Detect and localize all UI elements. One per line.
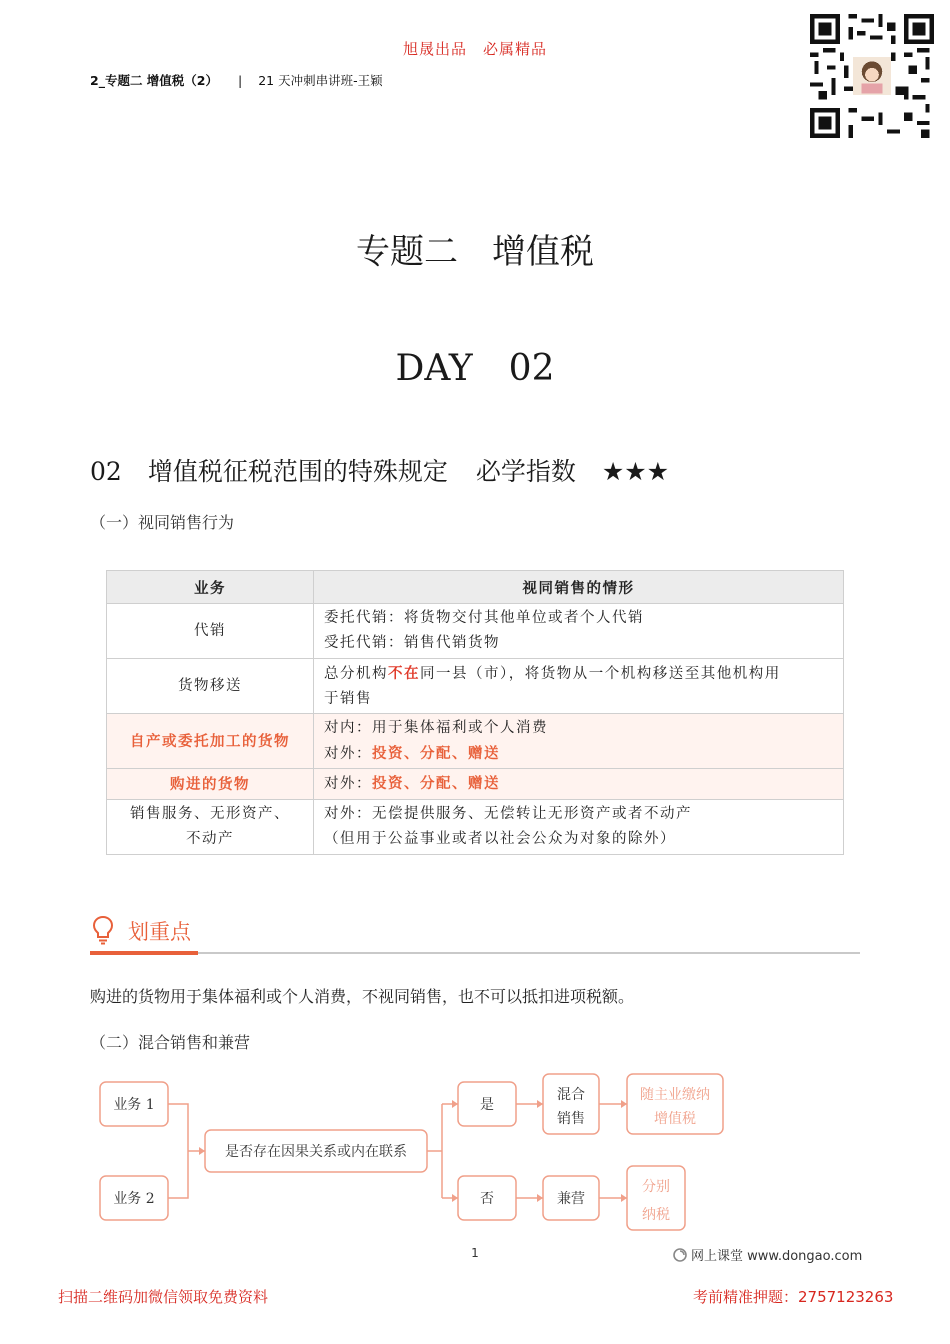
table-cell-business: 自产或委托加工的货物 [107,714,314,769]
site-mark [673,1245,862,1264]
table-cell-situation [314,659,844,714]
table-cell-line: 对内：用于集体福利或个人消费 [324,719,548,736]
qr-code-icon [808,14,936,138]
table-cell-line [324,741,833,767]
table-cell-line: 委托代销：将货物交付其他单位或者个人代销 [324,610,644,626]
day-title: DAY 02 [395,348,555,389]
table-text: 对外： [324,776,372,792]
section-title: 增值税征税范围的特殊规定 [147,457,448,486]
flow-label-question: 是否存在因果关系或内在联系 [225,1144,407,1160]
highlight-divider-accent [90,951,198,955]
table-cell-line: 销售服务、无形资产、 [130,806,290,822]
table-cell-situation [314,604,844,659]
table-row [107,769,844,800]
table-cell-business [107,800,314,855]
main-title: 专题二 增值税 [356,232,594,272]
table-cell-business: 购进的货物 [107,769,314,800]
table-cell-situation [314,714,844,769]
table-cell-situation [314,800,844,855]
highlight-divider [90,952,860,954]
flow-label-biz1: 业务 1 [113,1097,155,1113]
flow-label-mixed-l1: 混合 [557,1087,585,1103]
dongao-logo-icon [673,1248,687,1262]
section-heading [90,452,669,488]
section-number: 02 [90,457,122,486]
page-header [90,71,383,89]
table-emphasis: 投资、分配、赠送 [372,775,500,792]
subsection-mixed-sales: （二）混合销售和兼营 [90,1033,251,1052]
table-row [107,604,844,659]
flow-label-main-tax-l2: 增值税 [654,1111,696,1127]
table-row [107,800,844,855]
flow-label-separate-l2: 纳税 [642,1207,670,1223]
header-separator: | [238,73,243,88]
top-banner: 旭晟出品 必属精品 [402,40,547,58]
table-text: 对外： [324,745,372,762]
section-index-label: 必学指数 [475,457,576,486]
table-cell-business: 货物移送 [107,659,314,714]
table-emphasis: 不在 [388,664,420,682]
table-cell-line: 不动产 [186,831,234,847]
footer-left: 扫描二维码加微信领取免费资料 [58,1288,269,1306]
highlight-body: 购进的货物用于集体福利或个人消费，不视同销售，也不可以抵扣进项税额。 [90,987,635,1006]
flow-label-no: 否 [480,1191,494,1207]
table-cell-situation [314,769,844,800]
table-text: 总分机构 [324,665,388,682]
flow-connector [427,1104,458,1198]
flow-label-concurrent: 兼营 [557,1191,585,1207]
table-cell-business: 代销 [107,604,314,659]
footer-right: 考前精准押题：2757123263 [693,1288,894,1306]
mixed-sales-flowchart [90,1062,740,1232]
site-text: 网上课堂 www.dongao.com [691,1249,863,1264]
table-row [107,714,844,769]
table-cell-line: （但用于公益事业或者以社会公众为对象的除外） [324,831,676,847]
lightbulb-icon [92,915,114,945]
subsection-deemed-sales: （一）视同销售行为 [90,513,235,532]
flow-label-main-tax-l1: 随主业缴纳 [640,1087,710,1103]
header-chapter: 2_专题二 增值税（2） [90,73,218,88]
deemed-sales-table [106,570,844,855]
table-header-situation: 视同销售的情形 [314,571,844,604]
table-header-row [107,571,844,604]
flow-label-yes: 是 [480,1097,494,1113]
highlight-title: 划重点 [128,920,191,944]
table-cell-line [324,661,833,687]
flow-label-biz2: 业务 2 [113,1191,155,1207]
table-cell-line: 对外：无偿提供服务、无偿转让无形资产或者不动产 [324,806,692,822]
section-stars: ★★★ [601,457,670,486]
table-cell-line: 于销售 [324,690,372,707]
table-emphasis: 投资、分配、赠送 [372,744,500,762]
table-row [107,659,844,714]
header-course: 21 天冲刺串讲班-王颖 [258,73,383,88]
flow-label-separate-l1: 分别 [642,1179,670,1195]
table-cell-line: 受托代销：销售代销货物 [324,635,500,651]
flow-label-mixed-l2: 销售 [557,1111,585,1127]
table-header-business: 业务 [107,571,314,604]
page-number: 1 [471,1246,479,1260]
table-text: 同一县（市），将货物从一个机构移送至其他机构用 [420,665,781,682]
